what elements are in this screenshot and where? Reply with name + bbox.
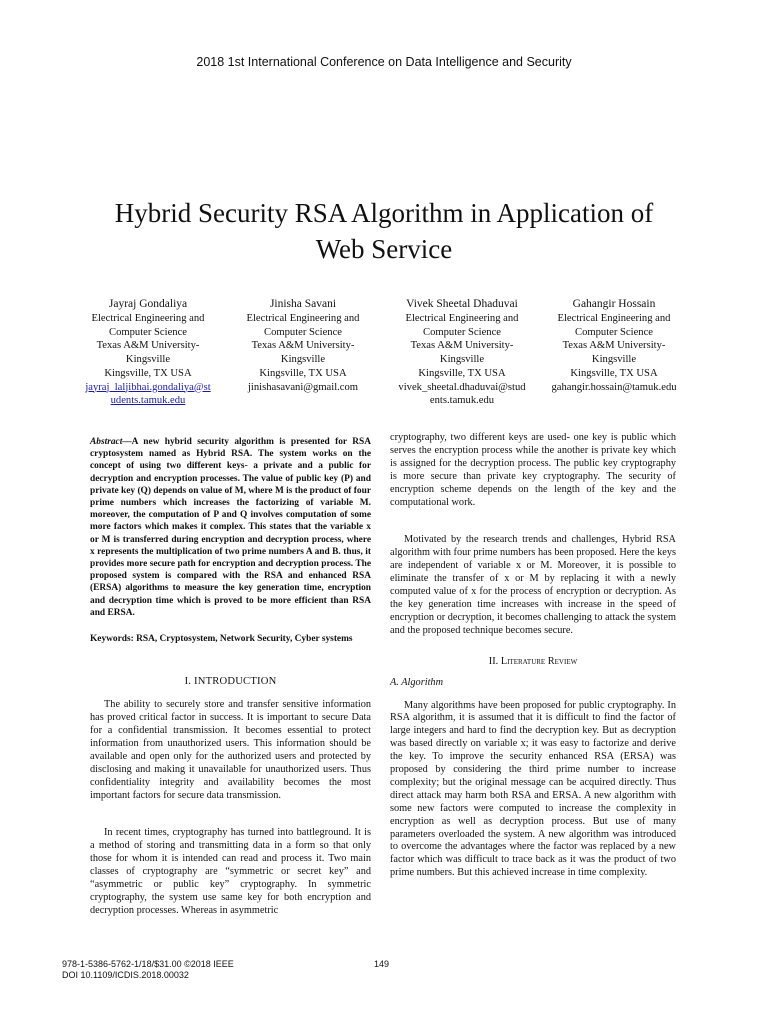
section-number: II. — [488, 655, 499, 667]
abstract-text: —A new hybrid security algorithm is presented for RSA cryptosystem named as Hybrid RSA. The system works on the concept of using two different keys- a private and a public for decryption and encryption processes. The value of public key (P) and private key (Q) depends on value of M, where M is the product of four prime numbers which increases the factorizing of variable M. moreover, the computation of P and Q involves computation of some more factors which makes it complex. This states that the variable x or M is transferred during encryption and decryption process, where x represents the multiplication of two prime numbers A and B. thus, it provides more secure path for encryption and decryption process. The proposed system is compared with the RSA and enhanced RSA (ERSA) algorithms to measure the key generation time, encryption and decryption time which is proved to be more efficient than RSA and ERSA. — [90, 437, 371, 618]
doi-line: DOI 10.1109/ICDIS.2018.00032 — [62, 969, 189, 980]
paper-title — [84, 195, 684, 267]
author-name: Jinisha Savani — [269, 298, 337, 310]
affiliation-line: Electrical Engineering and — [405, 313, 519, 324]
subsection-heading: A. Algorithm — [390, 676, 444, 688]
section-heading-literature-review — [390, 656, 676, 669]
affiliation-line: Computer Science — [109, 326, 187, 338]
title-line-2: Web Service — [315, 234, 453, 264]
affiliation-line: Kingsville, TX USA — [570, 367, 658, 379]
author-2 — [217, 296, 389, 394]
author-email: vivek_sheetal.dhaduvai@stud — [398, 381, 526, 393]
author-email: jinishasavani@gmail.com — [247, 381, 359, 393]
affiliation-line: Texas A&M University- — [562, 340, 666, 352]
author-email-link[interactable]: jayraj_laljibhai.gondaliya@st — [85, 381, 211, 393]
author-name: Vivek Sheetal Dhaduvai — [406, 298, 518, 310]
intro-paragraph-1: The ability to securely store and transfer sensitive information has proved critical factor in success. It is important to secure Data for a confidential transmission. It becomes essential to protect information from unauthorized users. This information should be available and open only for the authorized users and protected by disclosing and making it unavailable for unauthorized users. Thus confidentiality integrity and availability becomes the most important factors for secure data transmission. — [90, 699, 371, 801]
affiliation-line: Computer Science — [423, 326, 501, 338]
affiliation-line: Kingsville, TX USA — [418, 367, 506, 379]
page-number: 149 — [374, 959, 390, 969]
section-heading-introduction: I. INTRODUCTION — [184, 676, 277, 688]
author-email: ents.tamuk.edu — [429, 395, 495, 407]
affiliation-line: Kingsville — [280, 354, 326, 366]
author-email: gahangir.hossain@tamuk.edu — [551, 381, 677, 393]
affiliation-line: Electrical Engineering and — [246, 313, 360, 324]
affiliation-line: Kingsville — [591, 354, 637, 366]
affiliation-line: Computer Science — [575, 326, 653, 338]
author-3 — [376, 296, 548, 408]
affiliation-line: Computer Science — [264, 326, 342, 338]
affiliation-line: Electrical Engineering and — [557, 313, 671, 324]
conference-header: 2018 1st International Conference on Data Intelligence and Security — [196, 55, 572, 69]
affiliation-line: Kingsville — [125, 354, 171, 366]
section-title: Literature Review — [500, 655, 578, 667]
author-name: Jayraj Gondaliya — [108, 298, 188, 310]
abstract-label: Abstract — [90, 437, 123, 447]
body-paragraph: Many algorithms have been proposed for public cryptography. In RSA algorithm, it is assumed that it is difficult to find the factor of large integers and hard to find the decryption key. But as decryption was based directly on variable x; it was easy to factorize and derive the key. To improve the security enhanced RSA (ERSA) was proposed by considering the third prime number to increase complexity; but the original message can be acquired directly. Thus direct attack may harm both RSA and ERSA. A new algorithm with some new factors were computed to increase the complexity in encryption as well as decryption process. But use of many parameters overloaded the system. A new algorithm was introduced to overcome the advantages where the factor was replaced by a new factor which was difficult to trace back as it was the product of two prime numbers. But this achieved increase in time complexity. — [390, 699, 676, 879]
isbn-line: 978-1-5386-5762-1/18/$31.00 ©2018 IEEE — [62, 959, 234, 969]
affiliation-line: Kingsville, TX USA — [104, 367, 192, 379]
affiliation-line: Kingsville — [439, 354, 485, 366]
title-line-1: Hybrid Security RSA Algorithm in Application of — [114, 198, 654, 228]
affiliation-line: Electrical Engineering and — [91, 313, 205, 324]
author-1 — [62, 296, 234, 408]
intro-paragraph-2: In recent times, cryptography has turned into battleground. It is a method of storing and transmitting data in a form so that only those for whom it is intended can read and process it. Two main classes of cryptography are “symmetric or secret key” and “asymmetric or public key” cryptography. In symmetric cryptography, the system use same key for both encryption and decryption processes. Whereas in asymmetric — [90, 827, 371, 916]
right-column — [390, 432, 676, 880]
keywords: Keywords: RSA, Cryptosystem, Network Security, Cyber systems — [90, 634, 353, 645]
affiliation-line: Texas A&M University- — [96, 340, 200, 352]
left-column — [90, 436, 371, 918]
abstract — [90, 436, 371, 619]
author-block — [0, 296, 768, 408]
author-name: Gahangir Hossain — [572, 298, 656, 310]
body-paragraph: cryptography, two different keys are used- one key is public which serves the encryption process while the another is private key which is assigned for the decryption process. The public key cryptography is more secure than private key cryptography. The security of encryption scheme depends on the length of the key and the computational work. — [390, 432, 676, 508]
affiliation-line: Texas A&M University- — [251, 340, 355, 352]
author-4 — [528, 296, 700, 394]
copyright-footer — [62, 959, 234, 980]
affiliation-line: Kingsville, TX USA — [259, 367, 347, 379]
body-paragraph: Motivated by the research trends and challenges, Hybrid RSA algorithm with four prime numbers has been proposed. Here the keys are independent of variable x or M. Moreover, it is possible to eliminate the transfer of x or M by replacing it with a newly computed value of x for the process of encryption or decryption. As the key generation time increases with increase in the speed of encryption or decryption, it becomes challenging to attack the system and the proposed technique becomes secure. — [390, 534, 676, 636]
author-email-link[interactable]: udents.tamuk.edu — [110, 395, 186, 407]
affiliation-line: Texas A&M University- — [410, 340, 514, 352]
